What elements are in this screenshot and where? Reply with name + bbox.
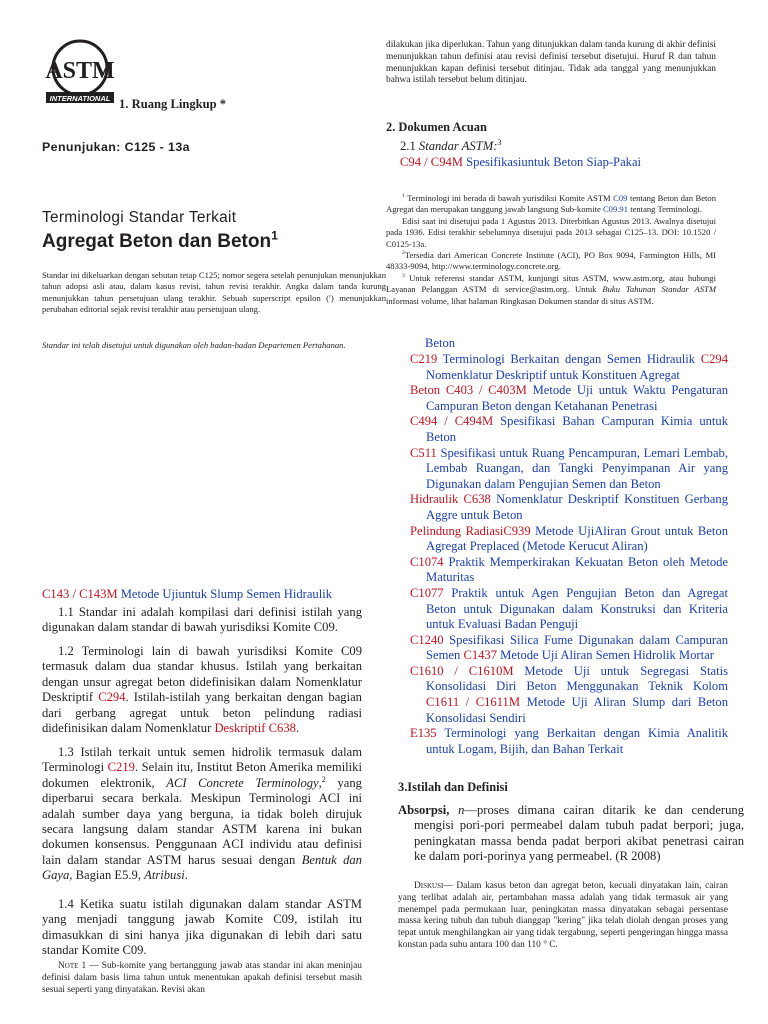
section-3-heading: 3.Istilah dan Definisi xyxy=(398,780,508,794)
reference-item[interactable] xyxy=(410,726,728,757)
c143-title[interactable]: Metode Ujiuntuk Slump Semen Hidraulik xyxy=(120,587,333,601)
reference-code-link[interactable]: C294 xyxy=(700,352,728,366)
para-1-2: 1.2 Terminologi lain di bawah yurisdiksi Komite C09 termasuk dalam dua standar khusus. Istilah yang berkaitan dengan unsur agregat beton didefinisikan dalam Nomenklatur Deskriptif C294. Istilah-istilah yang berkaitan dengan bagian dari gerbang agregat untuk beton pelindung radiasi didefinisikan dalam Nomenklatur Deskriptif C638. xyxy=(42,644,362,736)
reference-item[interactable] xyxy=(410,524,728,555)
c09-link[interactable]: C09 xyxy=(613,193,628,203)
title-footnote-ref: 1 xyxy=(271,228,278,243)
note-continuation: dilakukan jika diperlukan. Tahun yang ditunjukkan dalam tanda kurung di akhir definisi menunjukkan tahun definisi atau revisi definisi tersebut disetujui. Huruf R dan tahun menunjukkan kapan definisi tersebut ditinjau. Tidak ada tanggal yang menunjukkan bahwa istilah tersebut belum ditinjau. xyxy=(386,40,716,86)
svg-text:INTERNATIONAL: INTERNATIONAL xyxy=(49,94,111,103)
ref-c143 xyxy=(42,587,372,602)
section-2-heading: 2. Dokumen Acuan xyxy=(386,120,487,134)
reference-code-link[interactable]: C494 / C494M xyxy=(410,414,494,429)
section-2-1-label: Standar ASTM: xyxy=(418,139,498,153)
astm-logo xyxy=(44,38,116,106)
intro-issued: Standar ini dikeluarkan dengan sebutan tetap C125; nomor segera setelah penunjukan menunjukkan tahun adopsi asli atau, dalam kasus revisi, tahun revisi terakhir. Angka dalam tanda kurung menunjukkan tahun persetujuan ulang terakhir. Sebuah superscript epsilon (ʹ) menunjukkan perubahan editorial sejak revisi terakhir atau persetujuan ulang. xyxy=(42,270,386,315)
svg-text:ASTM: ASTM xyxy=(45,58,115,84)
footnote-1: $^1$ Terminologi ini berada di bawah yurisdiksi Komite ASTM C09 tentang Beton dan Beton Agregat dan merupakan tanggung jawab langsung Sub-komite C09.91 tentang Terminologi. xyxy=(386,193,717,215)
intro-approved: Standar ini telah disetujui untuk digunakan oleh badan-badan Departemen Pertahanan. xyxy=(42,340,346,350)
reference-code-link[interactable]: Beton xyxy=(410,383,446,398)
c143-link[interactable]: C143 / C143M xyxy=(42,587,118,601)
footnote-2: $^2$Tersedia dari American Concrete Institute (ACI), PO Box 9094, Farmington Hills, MI 48333-9094, http://www.terminology.concrete.org. xyxy=(386,250,716,272)
c638-link[interactable]: Deskriptif C638 xyxy=(214,721,296,736)
note-label: Note 1 xyxy=(58,961,87,971)
para-1-2-text-b: . Istilah-istilah yang berkaitan dengan bagian dari gerbang agregat untuk beton pelindung radiasi didefinisikan dalam Nomenklatur xyxy=(42,690,362,736)
c0991-link[interactable]: C09.91 xyxy=(602,204,629,215)
c294-link[interactable]: C294 xyxy=(98,690,126,705)
para-1-4: 1.4 Ketika suatu istilah digunakan dalam standar ASTM yang menjadi tanggung jawab Komite C09, istilah itu dimasukkan di sini hanya jika digunakan di lebih dari satu standar Komite C09. xyxy=(42,897,362,958)
footnote-1-text-c: tentang Terminologi. xyxy=(630,204,702,215)
reference-code-link[interactable]: C1074 xyxy=(410,554,444,569)
reference-code-link[interactable]: C1610 / C1610M xyxy=(410,663,514,678)
reference-title-link[interactable]: Terminologi Berkaitan dengan Semen Hidraulik xyxy=(437,352,701,366)
reference-code-link[interactable]: C1240 xyxy=(410,632,444,647)
note-text: — Sub-komite yang bertanggung jawab atas standar ini akan meninjau definisi dalam basis lima tahun untuk menentukan apakah definisi tersebut masih sesuai seperti yang dinyatakan. Revisi akan xyxy=(42,961,362,995)
reference-code-link[interactable]: C403 / C403M xyxy=(445,383,527,398)
ref-c94 xyxy=(400,155,641,170)
footnote-1-text-b: tentang Beton dan Beton Agregat dan merupakan tanggung jawab langsung Sub-komite xyxy=(386,193,717,215)
reference-title-link[interactable]: Nomenklatur Deskriptif Konstituen Gerbang Aggre untuk Beton xyxy=(426,492,728,522)
reference-code-link[interactable]: E135 xyxy=(410,726,437,741)
term-absorpsi-pos: n xyxy=(458,803,465,817)
reference-title-link[interactable]: Praktik Memperkirakan Kekuatan Beton oleh Metode Maturitas xyxy=(426,554,728,585)
para-1-3: 1.3 Istilah terkait untuk semen hidrolik termasuk dalam Terminologi C219. Selain itu, Institut Beton Amerika memiliki dokumen elektronik, ACI Concrete Terminology,$^2$ yang diperbarui secara berkala. Meskipun Terminologi ACI ini adalah sumber daya yang berguna, ia tidak boleh dirujuk secara langsung dalam standar ASTM karena ini bukan dokumen konsensus. Penggunaan ACI individu atau definisi lain dalam standar ASTM harus sesuai dengan Bentuk dan Gaya, Bagian E5.9, Atribusi. xyxy=(42,745,362,883)
reference-item[interactable] xyxy=(410,352,728,383)
attribution: Atribusi xyxy=(144,868,185,883)
reference-title-link[interactable]: Metode Uji Aliran Slump dari Beton Konsolidasi Sendiri xyxy=(426,695,728,725)
para-1-3-text-d: , Bagian E5.9, xyxy=(69,868,141,883)
para-1-3-text-b: . Selain itu, Institut Beton Amerika memiliki dokumen elektronik, xyxy=(42,760,362,790)
c219-link[interactable]: C219 xyxy=(107,760,135,775)
section-2-1 xyxy=(400,139,501,154)
reference-item[interactable] xyxy=(410,383,728,414)
reference-title-link[interactable]: Metode UjiAliran Grout untuk Beton Agregat Preplaced (Metode Kerucut Aliran) xyxy=(426,523,728,554)
section-2-1-number: 2.1 xyxy=(400,139,416,153)
reference-title-link[interactable]: Spesifikasi untuk Ruang Pencampuran, Lemari Lembab, Lembab Ruangan, dan Tangki Penyimpanan Air yang Digunakan dalam Pengujian Semen dan Beton xyxy=(426,445,728,491)
reference-code-link[interactable]: C219 xyxy=(410,352,438,366)
reference-title-link[interactable]: Metode Uji Aliran Semen Hidrolik Mortar xyxy=(497,648,714,663)
reference-title-link[interactable]: Metode Uji untuk Segregasi Statis Konsolidasi Diri Beton Menggunakan Teknik Kolom xyxy=(426,663,728,694)
footnotes xyxy=(386,193,716,307)
astm-logo-icon xyxy=(44,38,116,106)
discussion-label: Diskusi xyxy=(414,881,444,891)
reference-code-link[interactable]: C1437 xyxy=(463,648,498,663)
title-line2: Agregat Beton dan Beton xyxy=(42,231,272,252)
ref-beton-continuation[interactable]: Beton xyxy=(425,336,456,350)
discussion xyxy=(398,881,728,952)
footnote-2-ref: 2 xyxy=(321,774,326,784)
reference-title-link[interactable]: Metode Uji untuk Waktu Pengaturan Campuran Beton dengan Ketahanan Penetrasi xyxy=(426,383,729,413)
reference-item[interactable] xyxy=(410,633,728,664)
c94-link[interactable]: C94 / C94M xyxy=(400,155,463,169)
page-title xyxy=(42,228,278,253)
definition-absorpsi xyxy=(398,803,744,865)
designation: Penunjukan: C125 - 13a xyxy=(42,140,190,154)
reference-item[interactable] xyxy=(410,555,728,586)
reference-code-link[interactable]: C511 xyxy=(410,445,437,460)
reference-code-link[interactable]: C939 xyxy=(503,523,531,538)
footnote-1-edition: Edisi saat ini disetujui pada 1 Agustus 2013. Diterbitkan Agustus 2013. Awalnya disetujui pada 1936. Edisi terakhir sebelumnya disetujui pada 2013 sebagai C125–13. DOI: 10.1520 / C0125-13a. xyxy=(386,215,716,249)
reference-code-link[interactable]: Hidraulik xyxy=(410,492,464,507)
reference-title-link[interactable]: Spesifikasi Bahan Campuran Kimia untuk Beton xyxy=(426,414,729,444)
footnote-3-text-b: informasi volume, lihat halaman Ringkasan Dokumen standar di situs ASTM. xyxy=(386,295,654,306)
reference-item[interactable] xyxy=(410,446,728,493)
footnote-3-ref: 3 xyxy=(497,137,502,147)
reference-title-link[interactable]: Spesifikasi Silica Fume Digunakan dalam Campuran Semen xyxy=(426,632,728,663)
para-1-1: 1.1 Standar ini adalah kompilasi dari definisi istilah yang digunakan dalam standar di bawah yurisdiksi Komite C09. xyxy=(42,605,362,635)
footnote-3: $^3$ Untuk referensi standar ASTM, kunjungi situs ASTM, www.astm.org, atau hubungi Layanan Pelanggan ASTM di service@astm.org. Untuk Buku Tahunan Standar ASTM informasi volume, lihat halaman Ringkasan Dokumen standar di situs ASTM. xyxy=(386,272,716,306)
reference-title-link[interactable]: Terminologi yang Berkaitan dengan Kimia Analitik untuk Logam, Bijih, dan Bahan Terkait xyxy=(426,726,728,756)
reference-code-link[interactable]: C638 xyxy=(463,492,491,507)
aci-terminology: ACI Concrete Terminology xyxy=(166,775,319,790)
reference-code-link[interactable]: C1077 xyxy=(410,585,444,600)
reference-title-link[interactable]: Nomenklatur Deskriptif untuk Konstituen Agregat xyxy=(426,367,680,382)
reference-code-link[interactable]: Pelindung Radiasi xyxy=(410,523,504,538)
reference-title-link[interactable]: Praktik untuk Agen Pengujian Beton dan Agregat Beton untuk Digunakan dalam Konstruksi dan Kriteria untuk Evaluasi Badan Penguji xyxy=(426,585,728,632)
reference-item[interactable] xyxy=(410,586,728,633)
reference-item[interactable] xyxy=(410,492,728,523)
reference-list xyxy=(410,352,728,757)
para-1-3-text-a: 1.3 Istilah terkait untuk semen hidrolik termasuk dalam Terminologi xyxy=(42,745,362,775)
reference-item[interactable] xyxy=(410,664,728,726)
note-1 xyxy=(42,961,362,996)
discussion-text: — Dalam kasus beton dan agregat beton, kecuali dinyatakan lain, cairan yang terlibat adalah air, pertambahan massa adalah yang tidak termasuk air yang menempel pada permukaan luar, peningkatan massa dinyatakan sebagai persentase massa kering tubuh dan tubuh dianggap "kering" jika telah diolah dengan proses yang tepat untuk menghilangkan air yang tidak tergabung, seperti pengeringan hingga massa konstan pada suhu antara 100 dan 110 ° C. xyxy=(398,881,728,950)
para-1-2-text-a: 1.2 Terminologi lain di bawah yurisdiksi Komite C09 termasuk dalam dua standar khusus. Istilah yang berkaitan dengan unsur agregat beton didefinisikan dalam Nomenklatur Deskriptif xyxy=(42,644,362,705)
footnote-1-text-a: Terminologi ini berada di bawah yurisdiksi Komite ASTM xyxy=(407,193,611,203)
footnote-2-text: Tersedia dari American Concrete Institute (ACI), PO Box 9094, Farmington Hills, MI 48333-9094, http://www.terminology.concrete.org. xyxy=(386,250,716,272)
title-line1: Terminologi Standar Terkait xyxy=(42,209,237,226)
term-absorpsi: Absorpsi, xyxy=(398,803,450,817)
c94-title[interactable]: Spesifikasiuntuk Beton Siap-Pakai xyxy=(466,155,642,169)
term-absorpsi-definition: —proses dimana cairan ditarik ke dan cenderung mengisi pori-pori permeabel dalam tubuh padat berpori; juga, peningkatan massa benda padat berpori akibat penetrasi cairan ke dalam pori-porinya yang permeabel. (R 2008) xyxy=(414,803,744,864)
para-1-3-text-c: yang diperbarui secara berkala. Meskipun Terminologi ACI ini adalah sumber daya yang berguna, ia tidak boleh dirujuk secara langsung dalam standar ASTM karena ini bukan dokumen konsensus. Penggunaan ACI individu atau definisi lain dalam standar ASTM harus sesuai dengan xyxy=(42,775,362,867)
footnote-3-text-a: Untuk referensi standar ASTM, kunjungi situs ASTM, www.astm.org, atau hubungi Layanan Pelanggan ASTM di service@astm.org. Untuk xyxy=(386,272,716,295)
form-and-style: Bentuk dan Gaya xyxy=(42,852,362,883)
reference-item[interactable] xyxy=(410,414,728,445)
reference-code-link[interactable]: C1611 / C1611M xyxy=(426,695,521,710)
footnote-3-book: Buku Tahunan Standar ASTM xyxy=(602,284,716,295)
scope-heading: 1. Ruang Lingkup * xyxy=(119,97,227,111)
